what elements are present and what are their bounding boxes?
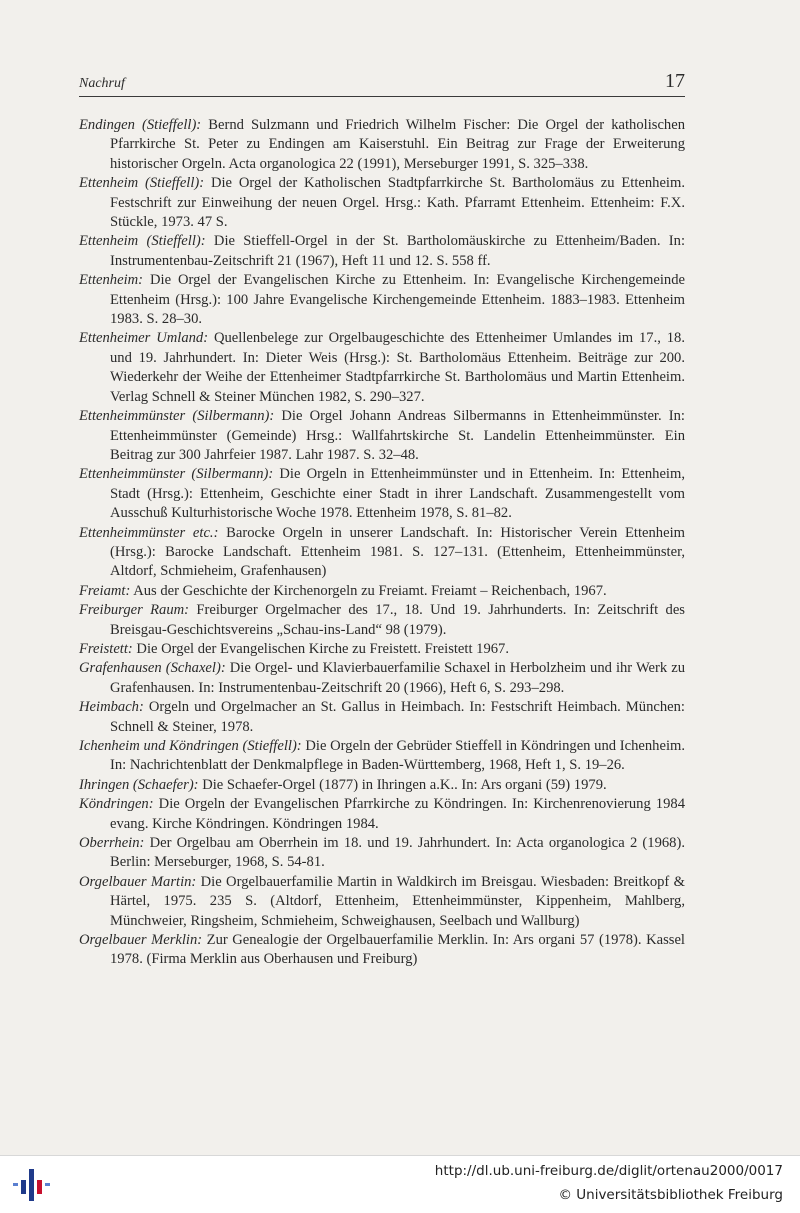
entry-text: Der Orgelbau am Oberrhein im 18. und 19. Jahrhundert. In: Acta organologica 2 (1968). Berlin: Merseburger, 1968, S. 54-81. (110, 835, 685, 871)
entry-text: Die Orgeln der Gebrüder Stieffell in Köndringen und Ichenheim. In: Nachrichtenblatt der Denkmalpflege in Baden-Württemberg, 1968, Heft 1, S. 19–26. (110, 738, 685, 774)
entry-text: Die Orgelbauerfamilie Martin in Waldkirch im Breisgau. Wiesbaden: Breitkopf & Härtel, 1975. 235 S. (Altdorf, Ettenheim, Ettenheimmünster, Kippenheim, Mahlberg, Münchweier, Ringsheim, Schmieheim, Schweighausen, Seelbach und Wallburg) (110, 873, 685, 929)
entry-text: Freiburger Orgelmacher des 17., 18. Und 19. Jahrhunderts. In: Zeitschrift des Breisgau-Geschichtsvereins „Schau-ins-Land“ 98 (1979). (110, 602, 685, 638)
entry-keyword: Oberrhein: (79, 835, 145, 852)
copyright-notice: © Universitätsbibliothek Freiburg (558, 1187, 783, 1203)
bibliography-list (79, 116, 685, 970)
entry-keyword: Heimbach: (79, 699, 144, 716)
entry-keyword: Endingen (Stieffell): (79, 117, 202, 133)
entry-text: Die Stieffell-Orgel in der St. Bartholomäuskirche zu Ettenheim/Baden. In: Instrumentenbau-Zeitschrift 21 (1967), Heft 11 und 12. S. 558 ff. (110, 233, 685, 269)
bibliography-entry (79, 174, 685, 232)
entry-keyword: Ettenheimer Umland: (79, 330, 209, 347)
entry-text: Zur Genealogie der Orgelbauerfamilie Merklin. In: Ars organi 57 (1978). Kassel 1978. (Firma Merklin aus Oberhausen und Freiburg) (110, 932, 685, 968)
entry-text: Die Orgeln in Ettenheimmünster und in Ettenheim. In: Ettenheim, Stadt (Hrsg.): Ettenheim, Geschichte einer Stadt in ihrer Landschaft. Zusammengestellt vom Ausschuß Kulturhistorische Woche 1978. Ettenheim 1978, S. 81–82. (110, 466, 685, 522)
entry-keyword: Ettenheimmünster (Silbermann): (79, 466, 274, 483)
entry-keyword: Ettenheim (Stieffell): (79, 233, 206, 250)
entry-text: Orgeln und Orgelmacher an St. Gallus in Heimbach. In: Festschrift Heimbach. München: Schnell & Steiner, 1978. (110, 699, 685, 735)
entry-text: Quellenbelege zur Orgelbaugeschichte des Ettenheimer Umlandes im 17., 18. und 19. Jahrhundert. In: Dieter Weis (Hrsg.): St. Bartholomäus Ettenheim. Beiträge zur 200. Wiederkehr der Weihe der Ettenheimer Stadtpfarrkirche St. Bartholomäus und Martin Ettenheim. Verlag Schnell & Steiner München 1982, S. 290–327. (110, 330, 685, 405)
source-url-link[interactable]: http://dl.ub.uni-freiburg.de/diglit/ortenau2000/0017 (434, 1163, 783, 1179)
entry-keyword: Ettenheim (Stieffell): (79, 175, 205, 192)
bibliography-entry (79, 232, 685, 271)
entry-keyword: Orgelbauer Martin: (79, 873, 197, 890)
bibliography-entry (79, 737, 685, 776)
bibliography-entry (79, 465, 685, 523)
bibliography-entry (79, 795, 685, 834)
entry-keyword: Freiamt: (79, 582, 131, 599)
entry-text: Die Schaefer-Orgel (1877) in Ihringen a.K.. In: Ars organi (59) 1979. (202, 776, 607, 793)
entry-text: Die Orgel der Katholischen Stadtpfarrkirche St. Bartholomäus zu Ettenheim. Festschrift zur Einweihung der neuen Orgel. Hrsg.: Kath. Pfarramt Ettenheim. Ettenheim: F.X. Stückle, 1973. 47 S. (110, 175, 685, 231)
bibliography-entry (79, 931, 685, 970)
entry-text: Die Orgel Johann Andreas Silbermanns in Ettenheimmünster. In: Ettenheimmünster (Gemeinde) Hrsg.: Wallfahrtskirche St. Landelin Ettenheimmünster. Ein Beitrag zur 300 Jahrfeier 1987. Lahr 1987. S. 32–48. (110, 408, 685, 463)
entry-text: Bernd Sulzmann und Friedrich Wilhelm Fischer: Die Orgel der katholischen Pfarrkirche St. Peter zu Endingen am Kaiserstuhl. Ein Beitrag zur Frage der Erweiterung historischer Orgeln. Acta organologica 22 (1991), Merseburger 1991, S. 325–338. (110, 117, 685, 172)
entry-text: Die Orgel der Evangelischen Kirche zu Ettenheim. In: Evangelische Kirchengemeinde Ettenheim (Hrsg.): 100 Jahre Evangelische Kirchengemeinde Ettenheim. 1883–1983. Ettenheim 1983. S. 28–30. (110, 272, 685, 328)
page-number: 17 (665, 70, 685, 92)
entry-keyword: Orgelbauer Merklin: (79, 932, 203, 949)
library-logo-icon (12, 1166, 52, 1204)
bibliography-entry (79, 582, 685, 601)
bibliography-entry (79, 873, 685, 931)
entry-text: Die Orgeln der Evangelischen Pfarrkirche zu Köndringen. In: Kirchenrenovierung 1984 evang. Kirche Köndringen. Köndringen 1984. (110, 796, 685, 832)
bibliography-entry (79, 524, 685, 582)
page-header (79, 70, 685, 97)
entry-keyword: Ettenheimmünster (Silbermann): (79, 408, 275, 425)
entry-text: Die Orgel der Evangelischen Kirche zu Freistett. Freistett 1967. (136, 640, 509, 657)
entry-keyword: Grafenhausen (Schaxel): (79, 660, 226, 677)
bibliography-entry (79, 698, 685, 737)
bibliography-entry (79, 776, 685, 795)
bibliography-entry (79, 601, 685, 640)
entry-keyword: Ichenheim und Köndringen (Stieffell): (79, 738, 302, 754)
bibliography-entry (79, 640, 685, 659)
bibliography-entry (79, 271, 685, 329)
bibliography-entry (79, 407, 685, 465)
running-head: Nachruf (79, 76, 125, 91)
bibliography-entry (79, 834, 685, 873)
entry-keyword: Ettenheim: (79, 272, 144, 289)
entry-keyword: Freiburger Raum: (79, 602, 190, 619)
bibliography-entry (79, 329, 685, 407)
entry-text: Aus der Geschichte der Kirchenorgeln zu Freiamt. Freiamt – Reichenbach, 1967. (133, 582, 607, 599)
entry-text: Die Orgel- und Klavierbauerfamilie Schaxel in Herbolzheim und ihr Werk zu Grafenhausen. In: Instrumentenbau-Zeitschrift 20 (1966), Heft 6, S. 293–298. (110, 660, 685, 696)
entry-text: Barocke Orgeln in unserer Landschaft. In: Historischer Verein Ettenheim (Hrsg.): Barocke Landschaft. Ettenheim 1981. S. 127–131. (Ettenheim, Ettenheimmünster, Altdorf, Schmieheim, Grafenhausen) (110, 524, 685, 580)
bibliography-entry (79, 116, 685, 174)
entry-keyword: Köndringen: (79, 796, 154, 813)
entry-keyword: Freistett: (79, 640, 133, 657)
entry-keyword: Ettenheimmünster etc.: (79, 524, 219, 541)
footer-bar (0, 1155, 800, 1213)
bibliography-entry (79, 659, 685, 698)
entry-keyword: Ihringen (Schaefer): (79, 776, 199, 793)
